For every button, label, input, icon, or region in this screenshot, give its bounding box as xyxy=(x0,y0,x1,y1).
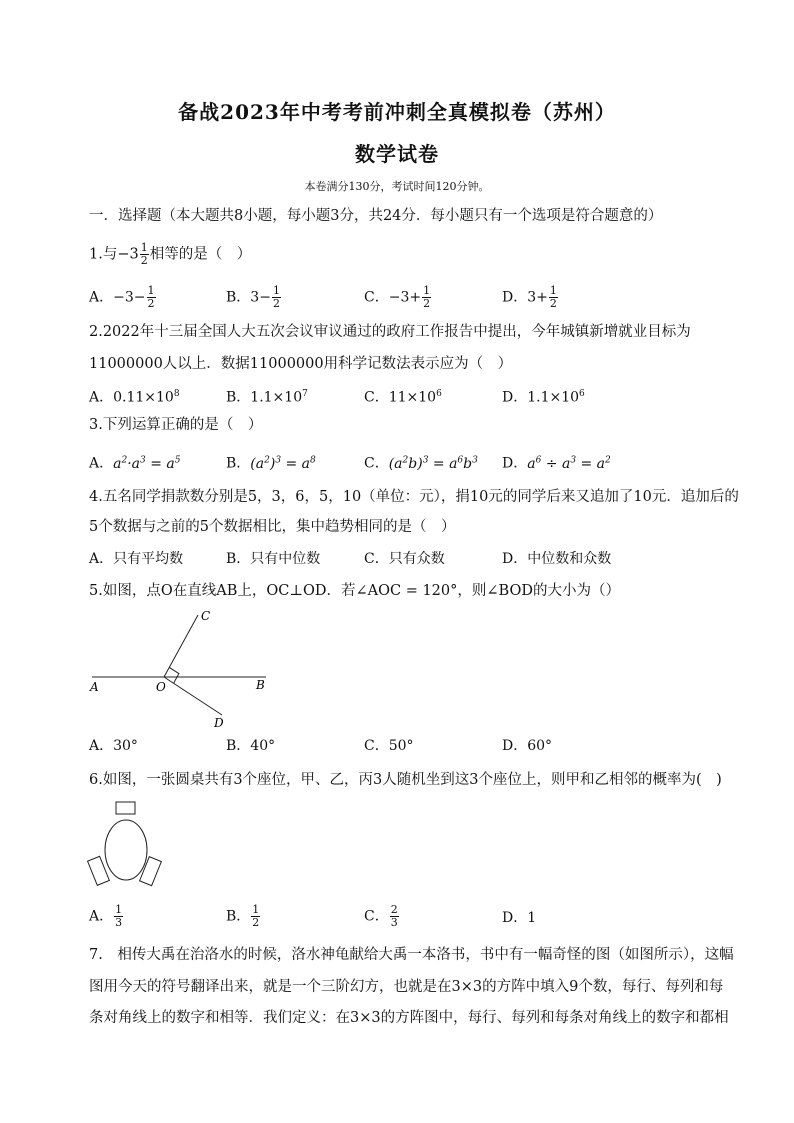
q3-option-d[interactable] xyxy=(502,450,611,474)
q2-option-d[interactable] xyxy=(502,384,585,408)
frac-num: 1 xyxy=(115,903,123,916)
q1-pre: 1.与 xyxy=(89,246,118,263)
q6-option-a[interactable] xyxy=(89,904,124,929)
question-4-line-1: 4.五名同学捐款数分别是5，3，6，5，10（单位：元），捐10元的同学后来又追加了10元．追加后的 xyxy=(89,489,739,505)
option-text: 1.1×10 xyxy=(250,389,303,406)
question-2-line-2: 11000000人以上．数据11000000用科学记数法表示应为（ ） xyxy=(89,356,513,372)
question-3-stem: 3.下列运算正确的是（ ） xyxy=(89,417,263,433)
question-6-stem: 6.如图，一张圆桌共有3个座位，甲、乙，丙3人随机坐到这3个座位上，则甲和乙相邻的概率为( ) xyxy=(89,772,722,788)
frac-den: 2 xyxy=(252,916,260,929)
question-7-line-3: 条对角线上的数字和相等．我们定义：在3×3的方阵图中，每行、每列和每条对角线上的数字和都相 xyxy=(89,1010,729,1026)
option-text: 11×10 xyxy=(388,389,437,406)
option-text: 0.11×10 xyxy=(113,389,174,406)
q3-option-c[interactable] xyxy=(364,450,478,474)
frac-num: 1 xyxy=(252,903,260,916)
seat-right xyxy=(140,857,162,886)
exam-note: 本卷满分130分，考试时间120分钟。 xyxy=(304,180,490,193)
frac-num: 1 xyxy=(423,284,431,297)
q4-option-c[interactable]: C．只有众数 xyxy=(364,551,445,567)
q1-minus: −3 xyxy=(117,246,139,263)
q1-option-c[interactable] xyxy=(364,285,432,310)
q5-option-c[interactable]: C．50° xyxy=(364,738,414,754)
formula-b: $(a^2)^3 = a^8$ xyxy=(250,455,316,472)
q5-option-d[interactable]: D．60° xyxy=(502,738,553,754)
option-label: B． xyxy=(226,389,251,406)
q1-num: 1 xyxy=(140,241,148,254)
option-exponent: 7 xyxy=(302,389,308,399)
option-exponent: 6 xyxy=(436,389,442,399)
q2-option-c[interactable] xyxy=(364,384,442,408)
question-7-line-1: 7. 相传大禹在治洛水的时候，洛水神龟献给大禹一本洛书，书中有一幅奇怪的图（如图所示），这幅 xyxy=(89,947,734,963)
option-label: A． xyxy=(89,908,114,925)
label-a: A xyxy=(90,680,99,694)
question-7-line-2: 图用今天的符号翻译出来，就是一个三阶幻方，也就是在3×3的方阵中填入9个数，每行、每列和每 xyxy=(89,979,724,995)
table-ellipse xyxy=(105,820,147,880)
frac-num: 1 xyxy=(147,284,155,297)
q1-den: 2 xyxy=(140,254,148,267)
option-fraction xyxy=(390,904,399,929)
option-exponent: 8 xyxy=(173,389,180,399)
option-label: D． xyxy=(502,389,528,406)
option-exponent: 6 xyxy=(579,389,585,399)
label-b: B xyxy=(256,678,265,692)
frac-num: 1 xyxy=(272,284,280,297)
q5-option-b[interactable]: B．40° xyxy=(226,738,276,754)
option-text: 3− xyxy=(250,289,271,306)
seat-top xyxy=(116,802,135,814)
option-fraction xyxy=(272,285,281,310)
q5-option-a[interactable]: A．30° xyxy=(89,738,138,754)
q6-option-b[interactable] xyxy=(226,904,261,929)
round-table-figure xyxy=(84,798,174,894)
q6-option-d[interactable] xyxy=(502,908,536,928)
exam-subject: 数学试卷 xyxy=(355,142,439,166)
label-c: C xyxy=(201,609,211,623)
option-label: A． xyxy=(89,389,114,406)
q3-option-a[interactable] xyxy=(89,450,180,474)
label-d: D xyxy=(214,716,224,730)
frac-den: 3 xyxy=(390,916,398,929)
frac-den: 2 xyxy=(549,297,557,310)
q1-option-a[interactable] xyxy=(89,285,157,310)
frac-num: 2 xyxy=(390,903,398,916)
section-heading: 一．选择题（本大题共8小题，每小题3分，共24分．每小题只有一个选项是符合题意的） xyxy=(89,208,663,224)
label-o: O xyxy=(156,680,166,694)
ray-od xyxy=(164,677,222,715)
question-5-stem: 5.如图，点O在直线AB上，OC⊥OD．若∠AOC = 120°，则∠BOD的大小为（） xyxy=(89,583,620,599)
formula-c: $(a^2b)^3 = a^6b^3$ xyxy=(388,455,478,472)
q1-option-b[interactable] xyxy=(226,285,282,310)
option-text: −3− xyxy=(113,289,146,306)
q4-option-b[interactable]: B．只有中位数 xyxy=(226,551,321,567)
option-fraction xyxy=(114,904,123,929)
option-label: B． xyxy=(226,908,251,925)
option-label: A． xyxy=(89,289,114,306)
option-label: C． xyxy=(364,455,389,472)
frac-den: 2 xyxy=(423,297,431,310)
option-label: C． xyxy=(364,289,389,306)
q1-post: 相等的是（ ） xyxy=(149,246,252,263)
q6-option-c[interactable] xyxy=(364,904,400,929)
option-fraction xyxy=(251,904,260,929)
option-fraction xyxy=(549,285,558,310)
q1-option-d[interactable] xyxy=(502,285,559,310)
option-text: 1.1×10 xyxy=(527,389,580,406)
option-label: B． xyxy=(226,289,251,306)
question-4-line-2: 5个数据与之前的5个数据相比，集中趋势相同的是（ ） xyxy=(89,519,456,535)
formula-d: $a^6 \div a^3 = a^2$ xyxy=(527,455,611,472)
option-label: A． xyxy=(89,455,114,472)
q3-option-b[interactable] xyxy=(226,450,316,474)
option-label: B． xyxy=(226,455,251,472)
q2-option-a[interactable] xyxy=(89,384,180,408)
q4-option-d[interactable]: D．中位数和众数 xyxy=(502,551,612,567)
option-fraction xyxy=(422,285,431,310)
formula-a: $a^2\cdot a^3 = a^5$ xyxy=(113,455,181,472)
option-label: C． xyxy=(364,389,389,406)
q4-option-a[interactable]: A．只有平均数 xyxy=(89,551,184,567)
q1-fraction xyxy=(140,242,149,267)
frac-den: 2 xyxy=(147,297,155,310)
frac-num: 1 xyxy=(549,284,557,297)
question-2-line-1: 2.2022年十三届全国人大五次会议审议通过的政府工作报告中提出，今年城镇新增就业目标为 xyxy=(89,324,691,340)
option-label: C． xyxy=(364,908,389,925)
option-text: −3+ xyxy=(388,289,422,306)
q5-figure xyxy=(86,605,286,730)
option-label: D． xyxy=(502,455,528,472)
q2-option-b[interactable] xyxy=(226,384,308,408)
option-text: 1 xyxy=(527,910,537,926)
option-text: 3+ xyxy=(527,289,548,306)
question-1-stem xyxy=(89,242,251,267)
exam-title: 备战2023年中考考前冲刺全真模拟卷（苏州） xyxy=(178,100,616,124)
option-fraction xyxy=(147,285,156,310)
frac-den: 3 xyxy=(115,916,123,929)
ray-oc xyxy=(164,615,198,677)
option-label: D． xyxy=(502,289,528,306)
option-label: D． xyxy=(502,910,528,926)
frac-den: 2 xyxy=(272,297,280,310)
